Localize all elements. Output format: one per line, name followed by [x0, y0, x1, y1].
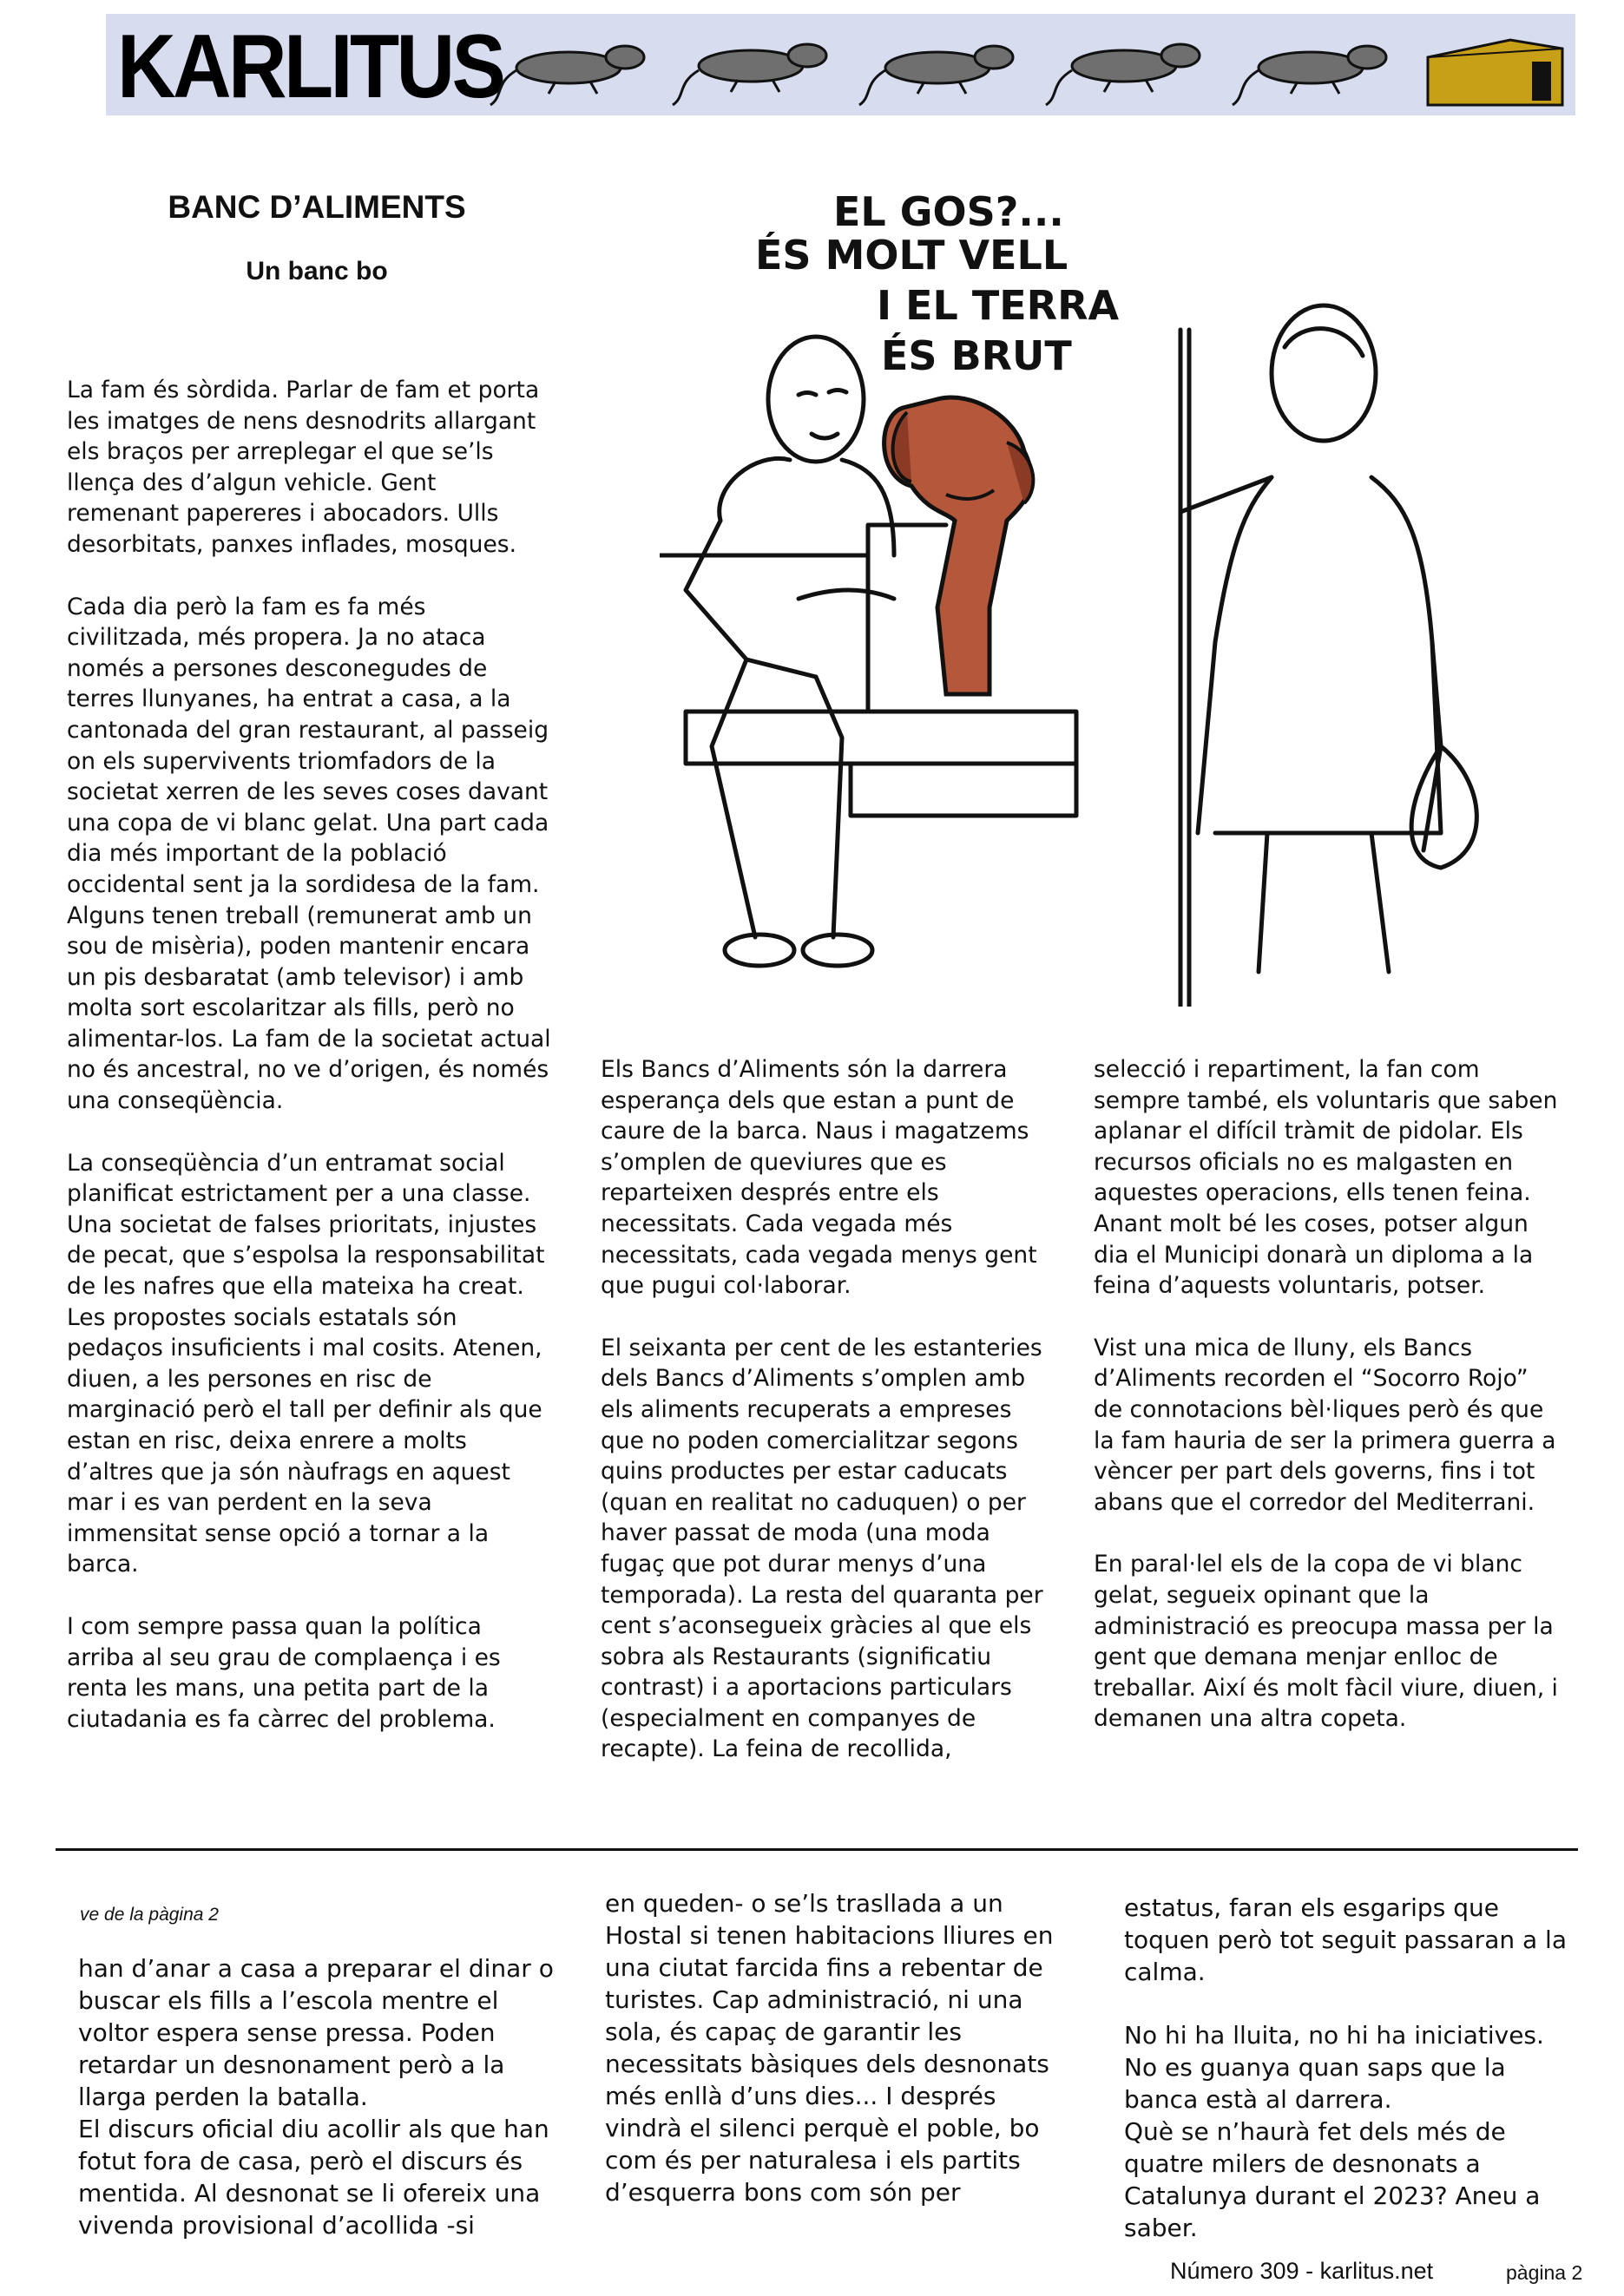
- paragraph: La conseqüència d’un entramat social planificat estrictament per a una classe. Una societat de falses prioritats, injustes de pecat, que s’espolsa la responsabilitat de les nafres que ella mateixa ha creat. Les propostes socials estatals són pedaços insuficients i mal cosits. Atenen, diuen, a les persones en risc de marginació però el tall per definir als que estan en risc, deixa enrere a molts d’altres que ja són nàufrags en aquest mar i es van perdent en la seva immensitat sense opció a tornar a la barca.: [67, 1149, 545, 1578]
- article-title: BANC D’ALIMENTS: [168, 189, 466, 225]
- rat-icon-1: [490, 46, 644, 105]
- paragraph: estatus, faran els esgarips que toquen però tot seguit passaran a la calma.: [1124, 1893, 1567, 1986]
- paragraph: En paral·lel els de la copa de vi blanc gelat, segueix opinant que la administració es preocupa massa per la gent que demana menjar enlloc de treballar. Així és molt fàcil viure, diuen, i demanen una altra copeta.: [1094, 1551, 1558, 1733]
- continuation-note: ve de la pàgina 2: [80, 1905, 219, 1925]
- pole-icon: [1180, 330, 1189, 1007]
- paragraph: No hi ha lluita, no hi ha iniciatives. No es guanya quan saps que la banca està al darrera. Què se n’haurà fet dels més de quatre milers de desnonats a Catalunya durant el 2023? Aneu a saber.: [1124, 2021, 1544, 2242]
- paragraph: I com sempre passa quan la política arriba al seu grau de complaença i es renta les mans, una petita part de la ciutadania es fa càrrec del problema.: [67, 1612, 501, 1733]
- rat-icon-4: [1046, 44, 1200, 105]
- speech-line-1: EL GOS?...: [833, 191, 1064, 235]
- article-subtitle: Un banc bo: [246, 257, 388, 285]
- speech-line-3: I EL TERRA: [877, 282, 1120, 329]
- rat-icon-3: [859, 46, 1013, 105]
- article-column-1: [67, 375, 553, 1766]
- rats-illustration: [486, 23, 1571, 113]
- woman-figure-icon: [1180, 305, 1476, 972]
- paragraph: en queden- o se’ls trasllada a un Hostal si tenen habitacions lliures en una ciutat farcida fins a rebentar de turistes. Cap administració, ni una sola, és capaç de garantir les necessitats bàsiques dels desnonats més enllà d’uns dies... I després vindrà el silenci perquè el poble, bo com és per naturalesa i els partits d’esquerra bons com són per: [605, 1889, 1054, 2207]
- man-figure-icon: [686, 337, 894, 966]
- paragraph: selecció i repartiment, la fan com sempre també, els voluntaris que saben aplanar el difícil tràmit de pidolar. Els recursos oficials no es malgasten en aquestes operacions, ells tenen feina. Anant molt bé les coses, potser algun dia el Municipi donarà un diploma a la feina d’aquests voluntaris, potser.: [1094, 1056, 1558, 1300]
- continuation-column-2: [605, 1887, 1074, 2240]
- dog-icon: [884, 397, 1034, 694]
- article-column-2: [601, 1054, 1061, 1796]
- paragraph: Vist una mica de lluny, els Bancs d’Aliments recorden el “Socorro Rojo” de connotacions bèl·liques però és que la fam hauria de ser la primera guerra a vèncer per part dels governs, fins i tot abans que el corredor del Mediterrani.: [1094, 1334, 1556, 1516]
- speech-line-4: ÉS BRUT: [881, 332, 1072, 379]
- speech-text: [755, 191, 1120, 379]
- continuation-column-3: [1124, 1892, 1575, 2275]
- masthead-logo: KARLITUS: [117, 16, 503, 117]
- paragraph: han d’anar a casa a preparar el dinar o buscar els fills a l’escola mentre el voltor espera sense pressa. Poden retardar un desnonament però a la llarga perden la batalla. El discurs oficial diu acollir als que han fotut fora de casa, però el discurs és mentida. Al desnonat se li ofereix una vivenda provisional d’acollida -si: [78, 1954, 554, 2240]
- article-column-3: [1094, 1054, 1558, 1766]
- paragraph: La fam és sòrdida. Parlar de fam et porta les imatges de nens desnodrits allargant els braços per arreplegar el que se’ls llença des d’algun vehicle. Gent remenant papereres i abocadors. Ulls desorbitats, panxes inflades, mosques.: [67, 377, 540, 558]
- speech-line-2: ÉS MOLT VELL: [755, 232, 1068, 279]
- cartoon-illustration: [660, 191, 1493, 1007]
- paragraph: Els Bancs d’Aliments són la darrera esperança dels que estan a punt de caure de la barca. Naus i magatzems s’omplen de queviures que es reparteixen després entre els necessitats. Cada vegada més necessitats, cada vegada menys gent que pugui col·laborar.: [601, 1056, 1037, 1300]
- rat-icon-5: [1233, 46, 1386, 105]
- cheese-icon: [1428, 40, 1562, 105]
- footer-page-number: pàgina 2: [1506, 2261, 1583, 2284]
- section-divider: [56, 1848, 1578, 1851]
- paragraph: Cada dia però la fam es fa més civilitzada, més propera. Ja no ataca només a persones desconegudes de terres llunyanes, ha entrat a casa, a la cantonada del gran restaurant, al passeig on els supervivents triomfadors de la societat xerren de les seves coses davant una copa de vi blanc gelat. Una part cada dia més important de la població occidental sent ja la sordidesa de la fam. Alguns tenen treball (remunerat amb un sou de misèria), poden mantenir encara un pis desbaratat (amb televisor) i amb molta sort escolaritzar als fills, però no alimentar-los. La fam de la societat actual no és ancestral, no ve d’origen, és només una conseqüència.: [67, 593, 551, 1115]
- bench-icon: [660, 525, 1076, 816]
- continuation-column-1: [78, 1952, 564, 2273]
- paragraph: El seixanta per cent de les estanteries dels Bancs d’Aliments s’omplen amb els aliments recuperats a empreses que no poden comercialitzar segons quins productes per estar caducats (quan en realitat no caduquen) o per haver passat de moda (una moda fugaç que pot durar menys d’una temporada). La resta del quaranta per cent s’aconsegueix gràcies al que els sobra als Restaurants (significatiu contrast) i a aportacions particulars (especialment en companyes de recapte). La feina de recollida,: [601, 1334, 1043, 1763]
- footer-issue: Número 309 - karlitus.net: [1170, 2258, 1434, 2284]
- rat-icon-2: [673, 44, 826, 105]
